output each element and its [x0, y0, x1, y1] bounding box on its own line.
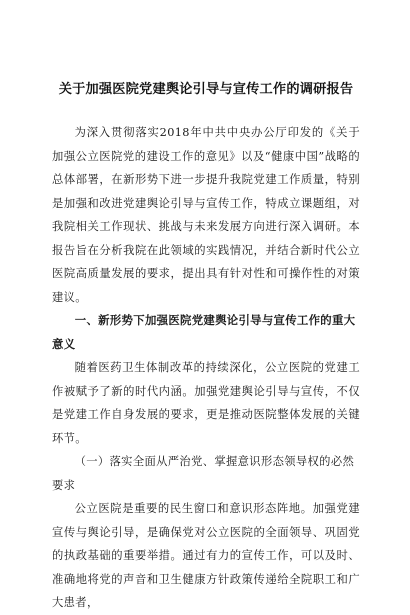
- subsection-heading-1: （一）落实全面从严治党、掌握意识形态领导权的必然要求: [52, 455, 355, 492]
- section-1-paragraph: 随着医药卫生体制改革的持续深化，公立医院的党建工作被赋予了新的时代内涵。加强党建舆论引导与宣传，不仅是党建工作自身发展的要求，更是推动医院整体发展的关键环节。: [52, 361, 360, 445]
- section-heading-1: 一、新形势下加强医院党建舆论引导与宣传工作的重大意义: [52, 313, 356, 351]
- subsection-1-paragraph: 公立医院是重要的民生窗口和意识形态阵地。加强党建宣传与舆论引导，是确保党对公立医院的全面领导、巩固党的执政基础的重要举措。通过有力的宣传工作，可以及时、准确地将党的声音和卫生健康方针政策传递给全院职工和广大患者，: [52, 502, 360, 609]
- document-title: 关于加强医院党建舆论引导与宣传工作的调研报告: [58, 82, 354, 97]
- intro-paragraph: 为深入贯彻落实2018年中共中央办公厅印发的《关于加强公立医院党的建设工作的意见》以及“健康中国”战略的总体部署，在新形势下进一步提升我院党建工作质量，特别是加强和改进党建舆论引导与宣传工作，特成立课题组，对我院相关工作现状、挑战与未来发展方向进行深入调研。本报告旨在分析我院在此领域的实践情况，并结合新时代公立医院高质量发展的要求，提出具有针对性和可操作性的对策建议。: [52, 126, 360, 304]
